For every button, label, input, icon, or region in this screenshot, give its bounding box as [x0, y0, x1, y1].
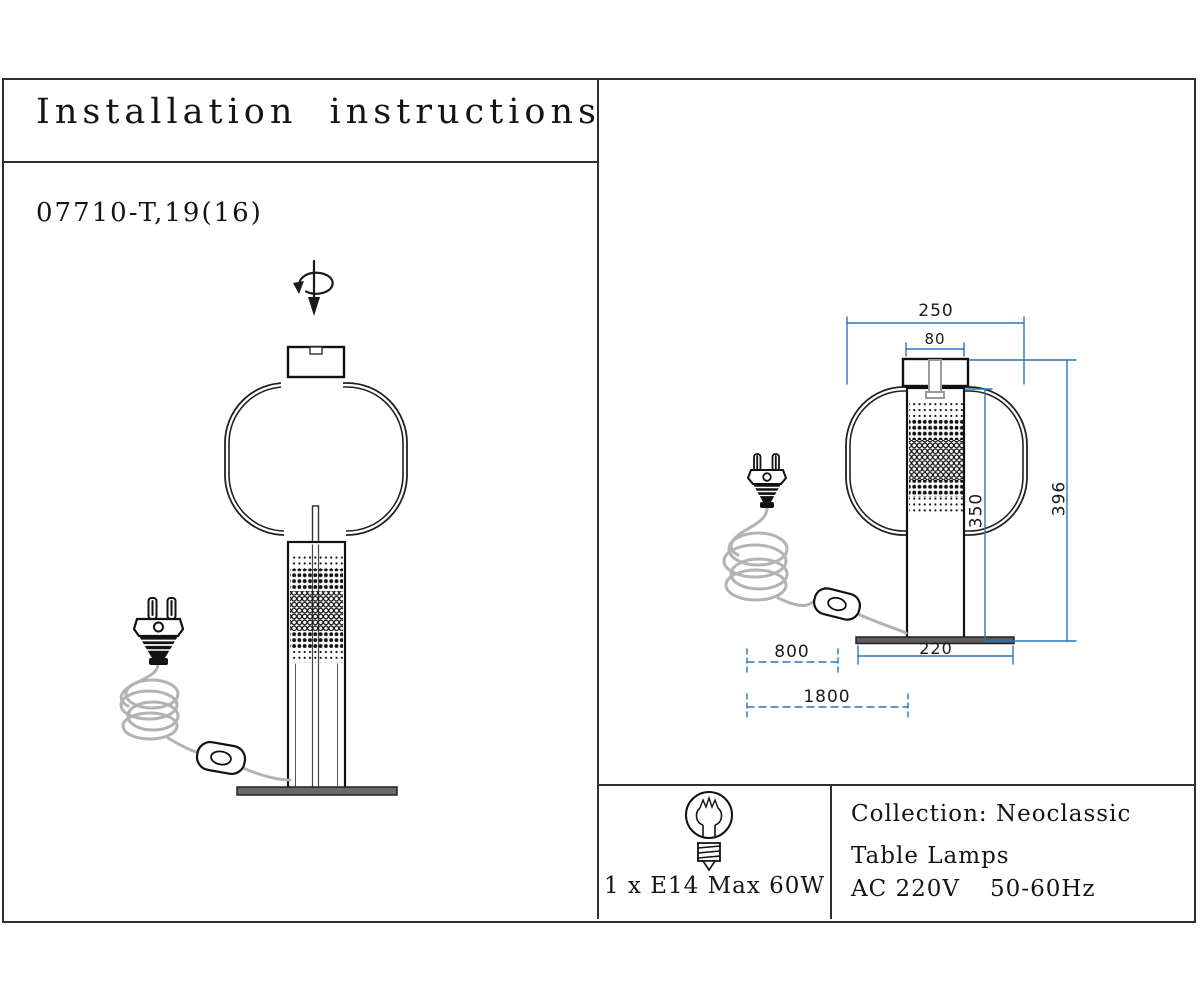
- main-column-divider: [597, 80, 599, 919]
- title-box-divider: [4, 161, 597, 163]
- frequency-label: 50-60Hz: [990, 876, 1096, 902]
- dim-label-cord-to-switch: 800: [774, 642, 810, 662]
- spec-cell-divider: [830, 786, 832, 919]
- voltage-label: AC 220V: [851, 876, 961, 902]
- lamp-spec-label: 1 x E14 Max 60W: [603, 873, 826, 899]
- dim-label-base-width: 220: [919, 639, 953, 658]
- dim-label-cord-total: 1800: [803, 687, 851, 707]
- dim-label-overall-height: 396: [1049, 480, 1070, 517]
- page-title: Installation instructions: [36, 92, 601, 132]
- collection-label: Collection: Neoclassic: [851, 801, 1132, 827]
- dim-label-column-height: 350: [966, 492, 987, 529]
- spec-box-top-border: [599, 784, 1194, 786]
- dim-label-cap-width: 80: [924, 330, 946, 348]
- dim-label-ring-width: 250: [918, 301, 954, 321]
- category-label: Table Lamps: [851, 843, 1010, 869]
- power-row: [851, 876, 1096, 902]
- model-number: 07710-T,19(16): [36, 198, 263, 228]
